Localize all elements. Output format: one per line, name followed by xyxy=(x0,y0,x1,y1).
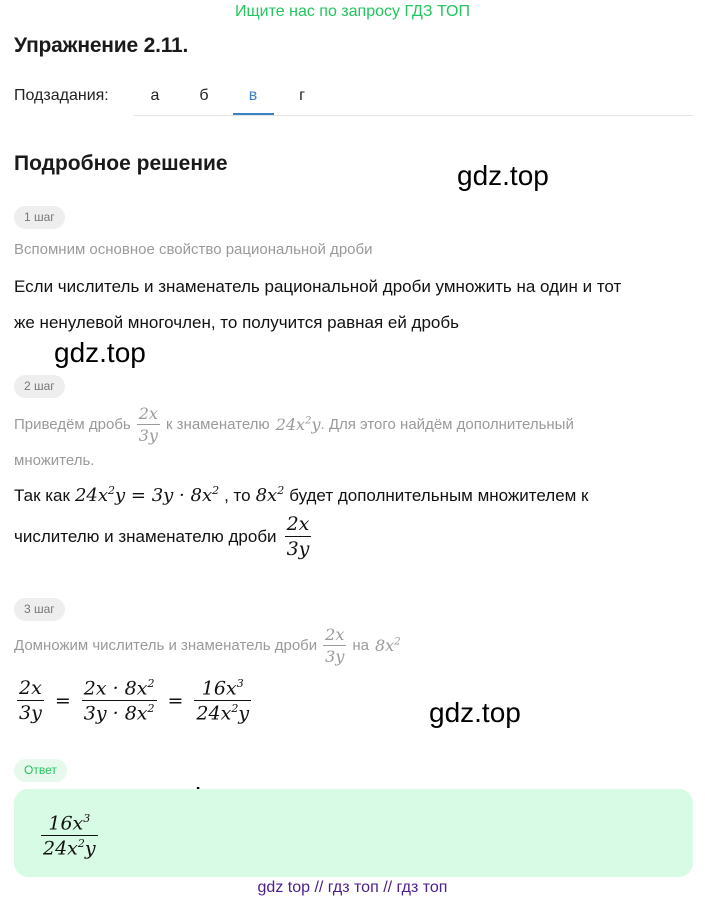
watermark: gdz.top xyxy=(54,337,146,368)
math-expression: $8x^2$ xyxy=(255,484,285,506)
fraction: $\frac{2x}{3y}$ xyxy=(19,677,42,725)
text-fragment: , то xyxy=(224,486,251,505)
step-text xyxy=(14,513,314,560)
step-text: Если числитель и знаменатель рациональной дроби умножить на один и тот xyxy=(14,277,622,296)
math-expression: $24x^2y = 3y \cdot 8x^2$ xyxy=(74,484,220,506)
step-badge: 1 шаг xyxy=(14,206,65,229)
step-hint xyxy=(14,625,401,666)
math-expression: $24x^2y$ xyxy=(275,415,321,434)
watermark: gdz.top xyxy=(457,160,549,191)
step-badge: 2 шаг xyxy=(14,375,65,398)
text-fragment: Так как xyxy=(14,486,70,505)
hint-text: к знаменателю xyxy=(165,416,270,433)
step-badge: 3 шаг xyxy=(14,598,65,621)
fraction: $\frac{16x^3}{24x^2y}$ xyxy=(196,677,250,725)
subtasks-label: Подзадания: xyxy=(14,87,109,104)
answer-badge: Ответ xyxy=(14,759,67,782)
math-expression: $8x^2$ xyxy=(375,636,401,655)
step-hint xyxy=(14,404,574,445)
answer-box xyxy=(14,789,693,877)
hint-text: на xyxy=(352,637,369,654)
tabs-divider xyxy=(134,115,693,116)
step-hint: Вспомним основное свойство рациональной дроби xyxy=(14,241,373,258)
tab-subtask-a[interactable]: а xyxy=(150,87,160,104)
fraction: $\frac{16x^3}{24x^2y}$ xyxy=(43,812,96,860)
section-title: Подробное решение xyxy=(14,152,228,175)
fraction: $\frac{2x}{3y}$ xyxy=(138,404,158,445)
step-text: же ненулевой многочлен, то получится равная ей дробь xyxy=(14,313,459,332)
step-hint: множитель. xyxy=(14,452,95,469)
footer-links: gdz top // гдз топ // гдз топ xyxy=(257,879,448,896)
fraction: $\frac{2x}{3y}$ xyxy=(325,625,345,666)
hint-text: Приведём дробь xyxy=(14,416,131,433)
watermark: gdz.top xyxy=(429,697,521,728)
hint-text: Домножим числитель и знаменатель дроби xyxy=(14,637,318,654)
tab-subtask-b[interactable]: б xyxy=(199,87,209,104)
fraction: $\frac{2x \cdot 8x^2}{3y \cdot 8x^2}$ xyxy=(83,677,155,725)
hint-text: . Для этого найдём дополнительный xyxy=(320,416,574,433)
step-text xyxy=(14,484,589,506)
page-title: Упражнение 2.11. xyxy=(14,34,189,57)
active-tab-indicator xyxy=(233,113,274,115)
tab-subtask-g[interactable]: г xyxy=(299,87,305,104)
equation: $\frac{2x}{3y}$ = $\frac{2x \cdot 8x^2}{3y \cdot 8x^2}$ = $\frac{16x^3}{24x^2y}$ xyxy=(19,677,250,725)
answer-fraction xyxy=(38,812,101,860)
search-banner: Ищите нас по запросу ГДЗ ТОП xyxy=(235,3,470,20)
fraction: $\frac{2x}{3y}$ xyxy=(286,513,310,560)
tab-subtask-v[interactable]: в xyxy=(248,87,258,104)
text-fragment: будет дополнительным множителем к xyxy=(289,486,589,505)
text-fragment: числителю и знаменателю дроби xyxy=(14,526,277,546)
